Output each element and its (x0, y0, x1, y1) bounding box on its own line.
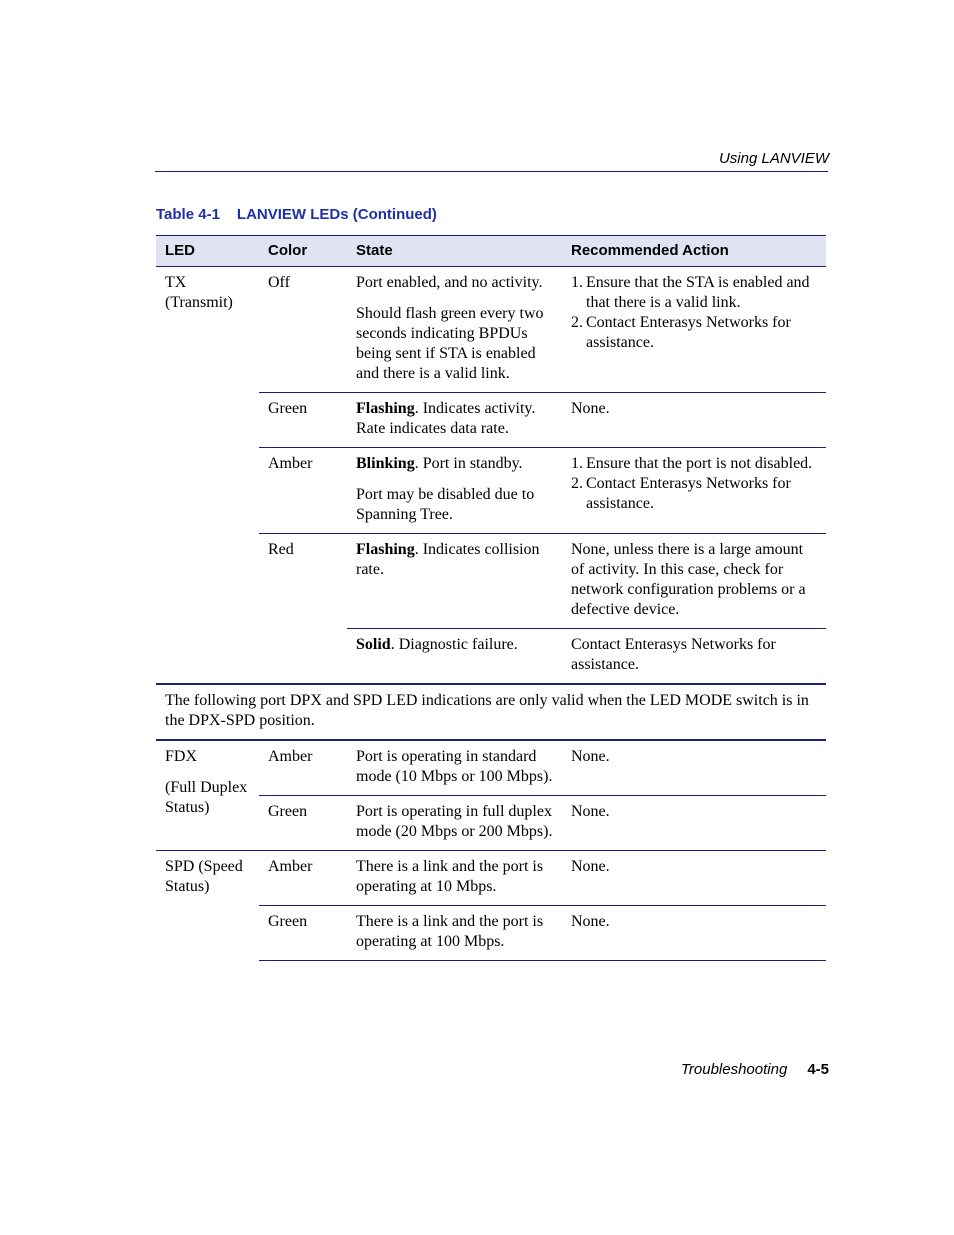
footer-section: Troubleshooting (680, 1061, 788, 1078)
state-cell: There is a link and the port is operating at 10 Mbps. (347, 851, 562, 906)
column-header-action: Recommended Action (562, 236, 826, 267)
action-cell: None, unless there is a large amount of activity. In this case, check for network configuration problems or a defective device. (562, 534, 826, 629)
state-text: Port may be disabled due to Spanning Tree. (356, 486, 535, 523)
action-cell (562, 448, 826, 534)
page-number: 4-5 (807, 1061, 829, 1078)
color-cell: Green (259, 796, 347, 851)
action-cell: None. (562, 796, 826, 851)
table-title: LANVIEW LEDs (Continued) (236, 206, 437, 223)
color-cell: Green (259, 906, 347, 961)
table-number: Table 4-1 (156, 206, 220, 223)
column-header-state: State (347, 236, 562, 267)
action-cell: None. (562, 851, 826, 906)
action-steps (571, 273, 820, 353)
table-note-row (156, 684, 826, 740)
state-cell: Solid. Diagnostic failure. (347, 629, 562, 685)
color-cell: Amber (259, 740, 347, 796)
led-cell-tx: TX (Transmit) (165, 274, 233, 311)
state-cell: Flashing. Indicates collision rate. (347, 534, 562, 629)
action-cell (562, 267, 826, 393)
list-item: 1. Ensure that the port is not disabled. (571, 455, 813, 472)
state-text: Should flash green every two seconds indicating BPDUs being sent if STA is enabled and there is a valid link. (356, 305, 544, 382)
list-item: 2. Contact Enterasys Networks for assistance. (571, 475, 791, 512)
list-item: 2. Contact Enterasys Networks for assistance. (571, 314, 791, 351)
action-cell: None. (562, 393, 826, 448)
action-cell: Contact Enterasys Networks for assistance. (562, 629, 826, 685)
lanview-leds-table (156, 235, 826, 961)
state-cell: Port is operating in full duplex mode (20 Mbps or 200 Mbps). (347, 796, 562, 851)
list-item: 1. Ensure that the STA is enabled and that there is a valid link. (571, 274, 810, 311)
column-header-led: LED (156, 236, 259, 267)
color-cell: Green (259, 393, 347, 448)
action-cell: None. (562, 740, 826, 796)
header-rule (155, 171, 828, 172)
running-header: Using LANVIEW (718, 150, 829, 167)
led-cell-spd: SPD (Speed Status) (156, 851, 259, 961)
state-cell: Port is operating in standard mode (10 Mbps or 100 Mbps). (347, 740, 562, 796)
action-steps (571, 454, 820, 514)
led-cell-fdx: FDX (Full Duplex Status) (156, 740, 259, 851)
table-header-row (156, 236, 826, 267)
page-footer (681, 1061, 829, 1078)
table-row (156, 740, 826, 796)
table-note: The following port DPX and SPD LED indications are only valid when the LED MODE switch is in the DPX-SPD position. (156, 684, 826, 740)
state-text: Port enabled, and no activity. (356, 274, 543, 291)
action-cell: None. (562, 906, 826, 961)
table-caption (156, 206, 437, 223)
state-cell (347, 267, 562, 393)
table-row (156, 267, 826, 393)
state-cell: Flashing. Indicates activity. Rate indicates data rate. (347, 393, 562, 448)
column-header-color: Color (259, 236, 347, 267)
table-row (156, 851, 826, 906)
state-cell: Blinking. Port in standby. Port may be disabled due to Spanning Tree. (347, 448, 562, 534)
color-cell: Red (259, 534, 347, 685)
color-cell: Amber (259, 448, 347, 534)
color-cell: Amber (259, 851, 347, 906)
color-cell: Off (268, 274, 290, 291)
state-cell: There is a link and the port is operating at 100 Mbps. (347, 906, 562, 961)
